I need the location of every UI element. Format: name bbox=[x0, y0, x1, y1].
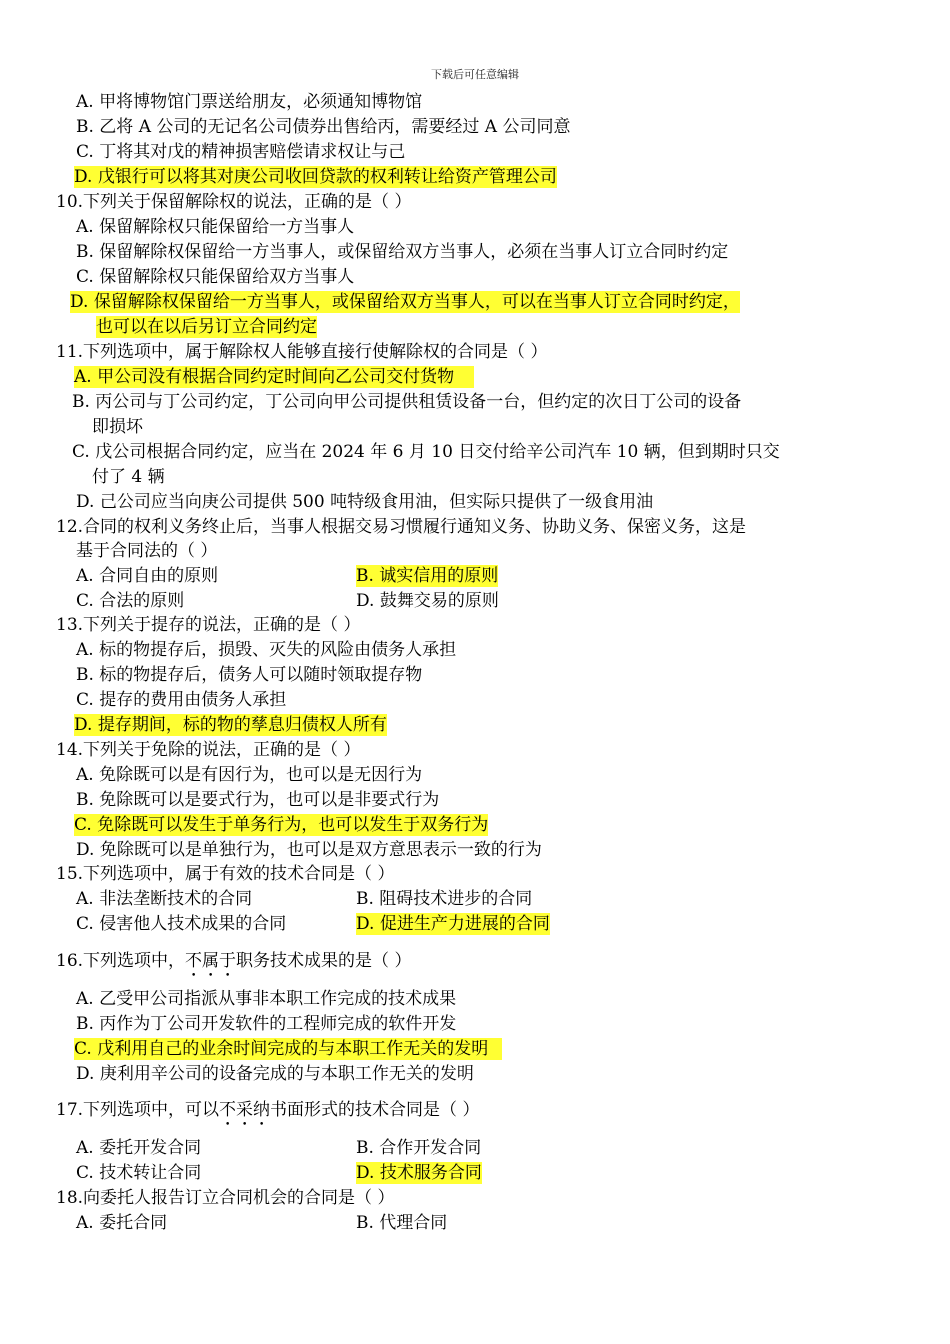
q11-option-a-answer: A. 甲公司没有根据合同约定时间向乙公司交付货物 bbox=[74, 366, 474, 388]
q17-stem bbox=[56, 1099, 479, 1130]
q17-stem-post: 书面形式的技术合同是（ ） bbox=[270, 1100, 480, 1120]
q16-stem-emphasis: 不属于 bbox=[185, 951, 237, 971]
q9-option-b: B. 乙将 A 公司的无记名公司债券出售给丙，需要经过 A 公司同意 bbox=[76, 117, 571, 137]
q14-stem: 14.下列关于免除的说法，正确的是（ ） bbox=[56, 740, 361, 760]
q16-option-b: B. 丙作为丁公司开发软件的工程师完成的软件开发 bbox=[76, 1014, 457, 1034]
q14-option-c-answer: C. 免除既可以发生于单务行为，也可以发生于双务行为 bbox=[74, 815, 489, 835]
q18-stem: 18.向委托人报告订立合同机会的合同是（ ） bbox=[56, 1188, 395, 1208]
q14-option-a: A. 免除既可以是有因行为，也可以是无因行为 bbox=[76, 765, 423, 785]
q13-stem: 13.下列关于提存的说法，正确的是（ ） bbox=[56, 615, 361, 635]
q12-stem-cont: 基于合同法的（ ） bbox=[76, 541, 218, 561]
q12-option-c: C. 合法的原则 bbox=[76, 591, 185, 611]
q17-option-a: A. 委托开发合同 bbox=[76, 1138, 202, 1158]
q15-option-b: B. 阻碍技术进步的合同 bbox=[356, 889, 533, 909]
q18-option-b: B. 代理合同 bbox=[356, 1213, 448, 1233]
page-header: 下载后可任意编辑 bbox=[431, 68, 519, 81]
q11-stem: 11.下列选项中，属于解除权人能够直接行使解除权的合同是（ ） bbox=[56, 342, 548, 362]
q17-option-c: C. 技术转让合同 bbox=[76, 1163, 202, 1183]
q15-stem: 15.下列选项中，属于有效的技术合同是（ ） bbox=[56, 864, 395, 884]
q15-option-d-answer: D. 促进生产力进展的合同 bbox=[356, 914, 550, 934]
q16-option-d: D. 庚利用辛公司的设备完成的与本职工作无关的发明 bbox=[76, 1064, 474, 1084]
q15-option-c: C. 侵害他人技术成果的合同 bbox=[76, 914, 287, 934]
q16-option-a: A. 乙受甲公司指派从事非本职工作完成的技术成果 bbox=[76, 989, 457, 1009]
q12-stem: 12.合同的权利义务终止后，当事人根据交易习惯履行通知义务、协助义务、保密义务，这是 bbox=[56, 517, 747, 537]
q13-option-c: C. 提存的费用由债务人承担 bbox=[76, 690, 287, 710]
q11-option-c: C. 戊公司根据合同约定，应当在 2024 年 6 月 10 日交付给辛公司汽车 10 辆，但到期时只交 bbox=[72, 442, 780, 462]
q17-option-d-answer: D. 技术服务合同 bbox=[356, 1163, 482, 1183]
q9-option-d-answer: D. 戊银行可以将其对庚公司收回贷款的权利转让给资产管理公司 bbox=[74, 167, 557, 187]
q10-option-a: A. 保留解除权只能保留给一方当事人 bbox=[76, 217, 355, 237]
q11-option-b: B. 丙公司与丁公司约定，丁公司向甲公司提供租赁设备一台，但约定的次日丁公司的设备 bbox=[72, 392, 742, 412]
q12-option-b-answer: B. 诚实信用的原则 bbox=[356, 566, 499, 586]
q16-option-c-answer: C. 戊利用自己的业余时间完成的与本职工作无关的发明 bbox=[74, 1038, 502, 1060]
q11-option-b-cont: 即损坏 bbox=[92, 417, 143, 437]
q13-option-b: B. 标的物提存后，债务人可以随时领取提存物 bbox=[76, 665, 423, 685]
q11-option-d: D. 己公司应当向庚公司提供 500 吨特级食用油，但实际只提供了一级食用油 bbox=[76, 492, 654, 512]
q17-option-b: B. 合作开发合同 bbox=[356, 1138, 482, 1158]
q13-option-a: A. 标的物提存后，损毁、灭失的风险由债务人承担 bbox=[76, 640, 457, 660]
q9-option-a: A. 甲将博物馆门票送给朋友，必须通知博物馆 bbox=[76, 92, 423, 112]
q14-option-b: B. 免除既可以是要式行为，也可以是非要式行为 bbox=[76, 790, 440, 810]
q14-option-d: D. 免除既可以是单独行为，也可以是双方意思表示一致的行为 bbox=[76, 840, 542, 860]
q12-option-a: A. 合同自由的原则 bbox=[76, 566, 219, 586]
q9-option-c: C. 丁将其对戊的精神损害赔偿请求权让与己 bbox=[76, 142, 406, 162]
q11-option-c-cont: 付了 4 辆 bbox=[92, 467, 165, 487]
q18-option-a: A. 委托合同 bbox=[76, 1213, 168, 1233]
q10-stem: 10.下列关于保留解除权的说法，正确的是（ ） bbox=[56, 192, 412, 212]
q12-option-d: D. 鼓舞交易的原则 bbox=[356, 591, 499, 611]
q10-option-b: B. 保留解除权保留给一方当事人，或保留给双方当事人，必须在当事人订立合同时约定 bbox=[76, 242, 729, 262]
q16-stem-post: 职务技术成果的是（ ） bbox=[236, 951, 412, 971]
q16-stem-pre: 16.下列选项中， bbox=[56, 951, 186, 971]
q16-stem bbox=[56, 950, 411, 981]
q10-option-d-answer-cont: 也可以在以后另订立合同约定 bbox=[96, 317, 317, 337]
q10-option-d-answer: D. 保留解除权保留给一方当事人，或保留给双方当事人，可以在当事人订立合同时约定， bbox=[70, 292, 740, 312]
q17-stem-emphasis: 不采纳 bbox=[219, 1100, 271, 1120]
q15-option-a: A. 非法垄断技术的合同 bbox=[76, 889, 253, 909]
q17-stem-pre: 17.下列选项中，可以 bbox=[56, 1100, 220, 1120]
q10-option-c: C. 保留解除权只能保留给双方当事人 bbox=[76, 267, 355, 287]
q13-option-d-answer: D. 提存期间，标的物的孳息归债权人所有 bbox=[74, 715, 387, 735]
